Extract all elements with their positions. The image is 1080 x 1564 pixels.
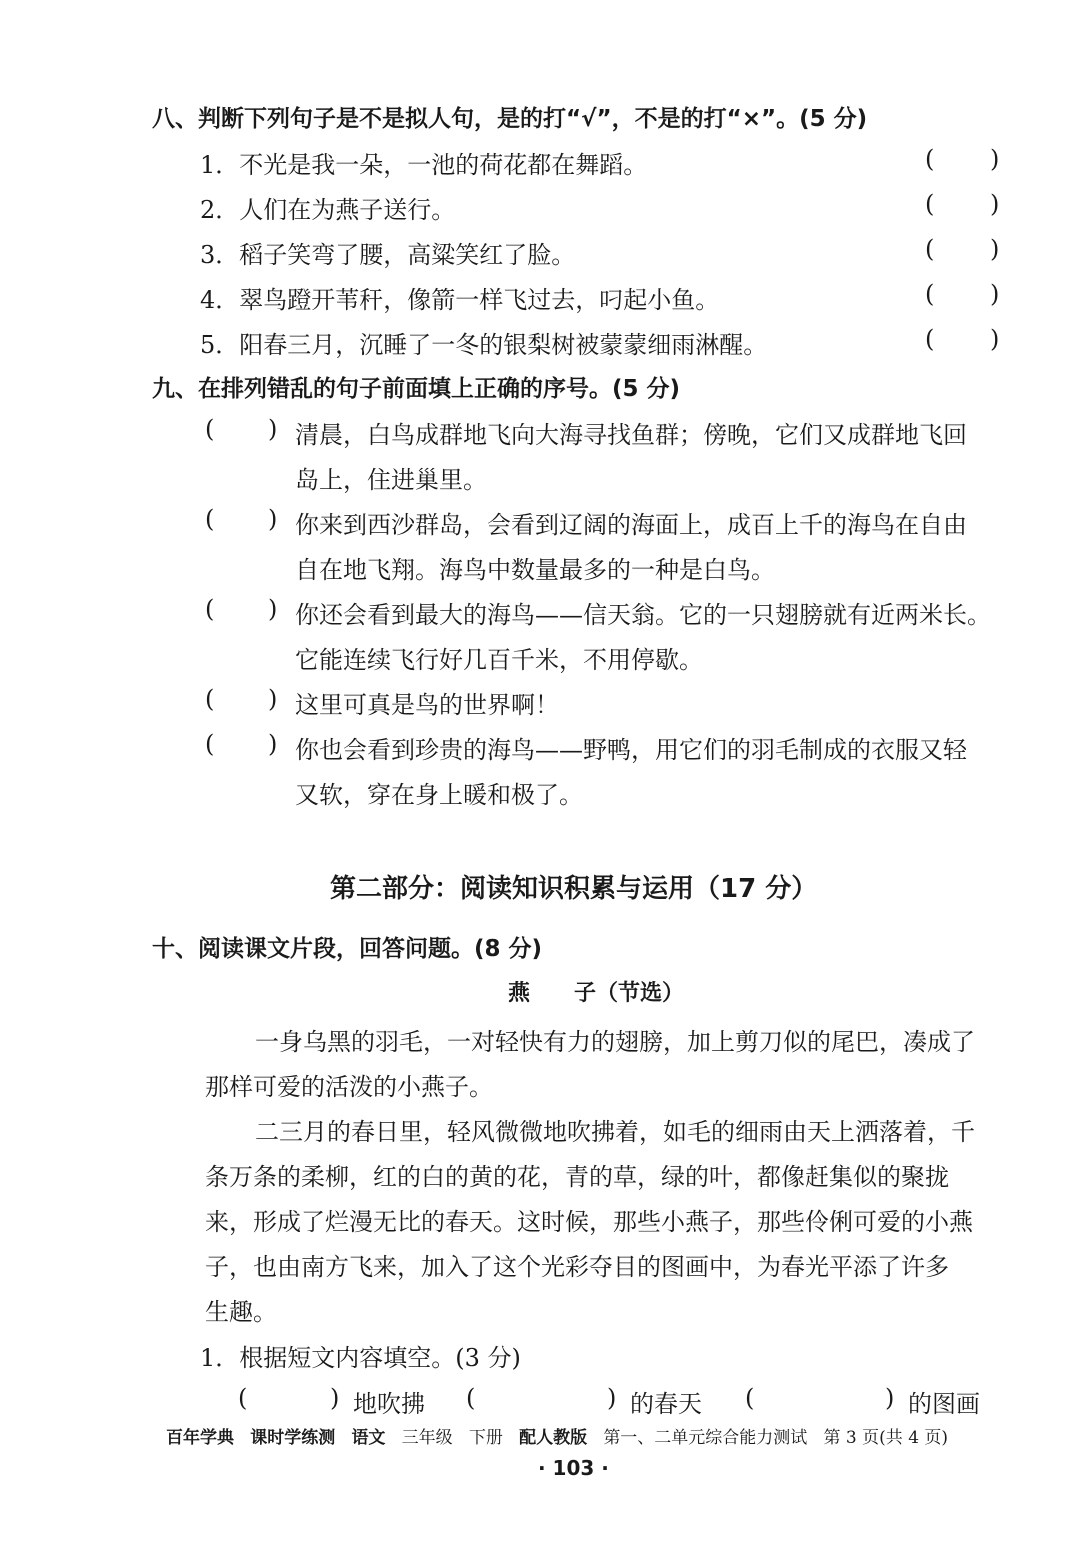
list-item-continued: 它能连续飞行好几百千米，不用停歇。 (295, 646, 703, 674)
answer-paren-right: ) (990, 235, 1000, 263)
question-1: 1．根据短文内容填空。(3 分) (200, 1344, 521, 1372)
footer-page-info: 第 3 页(共 4 页) (823, 1428, 949, 1448)
list-item: 3．稻子笑弯了腰，高粱笑红了脸。 (200, 241, 576, 269)
footer-grade: 三年级 (401, 1428, 453, 1448)
list-item: 你也会看到珍贵的海鸟——野鸭，用它们的羽毛制成的衣服又轻 (295, 736, 967, 764)
footer-brand: 百年学典 (166, 1428, 234, 1448)
order-paren-right: ) (268, 415, 278, 443)
list-item: 2．人们在为燕子送行。 (200, 196, 456, 224)
passage-line: 一身乌黑的羽毛，一对轻快有力的翅膀，加上剪刀似的尾巴，凑成了 (255, 1028, 975, 1056)
list-item: 你还会看到最大的海鸟——信天翁。它的一只翅膀就有近两米长。 (295, 601, 991, 629)
order-paren-left[interactable]: ( (205, 505, 215, 533)
answer-paren-right: ) (990, 325, 1000, 353)
footer-test: 第一、二单元综合能力测试 (603, 1428, 808, 1448)
list-item: 清晨，白鸟成群地飞向大海寻找鱼群；傍晚，它们又成群地飞回 (295, 421, 967, 449)
answer-paren-right: ) (990, 190, 1000, 218)
list-item-continued: 岛上，住进巢里。 (295, 466, 487, 494)
list-item-continued: 又软，穿在身上暖和极了。 (295, 781, 583, 809)
blank-label: 的春天 (630, 1390, 702, 1418)
order-paren-right: ) (268, 685, 278, 713)
list-item: 4．翠鸟蹬开苇秆，像箭一样飞过去，叼起小鱼。 (200, 286, 720, 314)
order-paren-right: ) (268, 730, 278, 758)
answer-paren-right: ) (990, 145, 1000, 173)
part-title: 第二部分：阅读知识积累与运用（17 分） (330, 874, 818, 904)
answer-paren-left[interactable]: ( (925, 145, 935, 173)
answer-paren-right: ) (990, 280, 1000, 308)
list-item: 这里可真是鸟的世界啊！ (295, 691, 559, 719)
footer-edition: 配人教版 (519, 1428, 588, 1448)
blank-label: 地吹拂 (353, 1390, 425, 1418)
answer-paren-left[interactable]: ( (925, 190, 935, 218)
passage-line: 那样可爱的活泼的小燕子。 (205, 1073, 493, 1101)
page-number: · 103 · (538, 1456, 609, 1480)
passage-line: 子，也由南方飞来，加入了这个光彩夺目的图画中，为春光平添了许多 (205, 1253, 949, 1281)
passage-title: 燕 子（节选） (508, 981, 685, 1006)
order-paren-left[interactable]: ( (205, 595, 215, 623)
passage-line: 条万条的柔柳，红的白的黄的花，青的草，绿的叶，都像赶集似的聚拢 (205, 1163, 949, 1191)
blank-label: 的图画 (908, 1390, 980, 1418)
section10-title: 十、阅读课文片段，回答问题。(8 分) (152, 936, 543, 962)
blank-paren-right: ) (607, 1384, 617, 1412)
order-paren-right: ) (268, 595, 278, 623)
order-paren-left[interactable]: ( (205, 730, 215, 758)
blank-paren-right: ) (330, 1384, 340, 1412)
footer-volume: 下册 (468, 1428, 503, 1448)
section8-title: 八、判断下列句子是不是拟人句，是的打“√”，不是的打“×”。(5 分) (152, 106, 868, 132)
blank-paren-right: ) (885, 1384, 895, 1412)
footer-subject: 语文 (351, 1428, 386, 1448)
list-item: 1．不光是我一朵，一池的荷花都在舞蹈。 (200, 151, 648, 179)
passage-line: 二三月的春日里，轻风微微地吹拂着，如毛的细雨由天上洒落着，千 (255, 1118, 975, 1146)
passage-line: 来，形成了烂漫无比的春天。这时候，那些小燕子，那些伶俐可爱的小燕 (205, 1208, 973, 1236)
order-paren-right: ) (268, 505, 278, 533)
blank-paren-left[interactable]: ( (466, 1384, 476, 1412)
order-paren-left[interactable]: ( (205, 415, 215, 443)
blank-paren-left[interactable]: ( (745, 1384, 755, 1412)
footer-series: 课时学练测 (250, 1428, 336, 1448)
answer-paren-left[interactable]: ( (925, 280, 935, 308)
list-item: 5．阳春三月，沉睡了一冬的银梨树被蒙蒙细雨淋醒。 (200, 331, 768, 359)
order-paren-left[interactable]: ( (205, 685, 215, 713)
page-footer (166, 1423, 948, 1448)
list-item: 你来到西沙群岛，会看到辽阔的海面上，成百上千的海鸟在自由 (295, 511, 967, 539)
answer-paren-left[interactable]: ( (925, 325, 935, 353)
answer-paren-left[interactable]: ( (925, 235, 935, 263)
passage-line: 生趣。 (205, 1298, 277, 1326)
list-item-continued: 自在地飞翔。海鸟中数量最多的一种是白鸟。 (295, 556, 775, 584)
blank-paren-left[interactable]: ( (238, 1384, 248, 1412)
section9-title: 九、在排列错乱的句子前面填上正确的序号。(5 分) (152, 376, 681, 402)
